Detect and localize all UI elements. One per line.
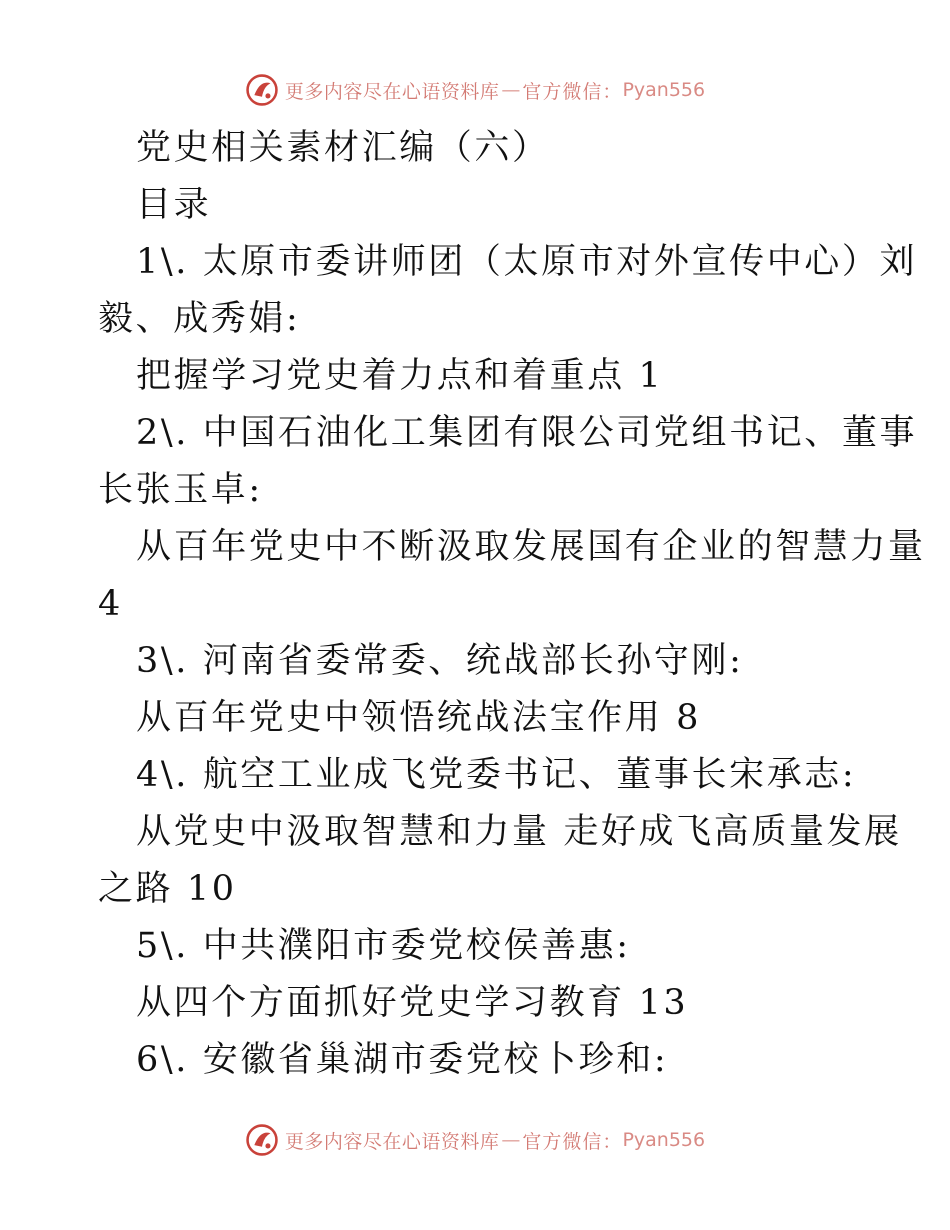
document-body xyxy=(98,120,926,1089)
watermark-wechat-id: Pyan556 xyxy=(622,79,706,101)
document-title: 党史相关素材汇编（六） xyxy=(136,128,550,168)
toc-line: 之路 10 xyxy=(98,869,237,909)
toc-line: 2\. 中国石油化工集团有限公司党组书记、董事 xyxy=(136,413,918,453)
seal-logo-icon xyxy=(245,1123,279,1157)
watermark-wechat-label: 官方微信： xyxy=(522,1130,623,1153)
toc-line: 4 xyxy=(98,584,123,624)
toc-line: 3\. 河南省委常委、统战部长孙守刚: xyxy=(136,641,744,681)
watermark-wechat-id: Pyan556 xyxy=(622,1129,706,1151)
toc-list xyxy=(98,234,926,1089)
seal-logo-icon xyxy=(245,73,279,107)
toc-line: 把握学习党史着力点和着重点 1 xyxy=(136,356,664,396)
toc-line: 5\. 中共濮阳市委党校侯善惠: xyxy=(136,926,631,966)
watermark-site-text: 更多内容尽在心语资料库 xyxy=(284,80,500,103)
watermark-site-text: 更多内容尽在心语资料库 xyxy=(284,1130,500,1153)
toc-line: 从四个方面抓好党史学习教育 13 xyxy=(136,983,689,1023)
watermark-separator: — xyxy=(501,79,521,101)
watermark-wechat-label: 官方微信： xyxy=(522,80,623,103)
toc-heading: 目录 xyxy=(136,185,212,225)
toc-line: 毅、成秀娟: xyxy=(98,299,301,339)
toc-line: 6\. 安徽省巢湖市委党校卜珍和: xyxy=(136,1040,669,1080)
footer-watermark xyxy=(0,1120,950,1160)
toc-line: 长张玉卓: xyxy=(98,470,263,510)
header-watermark xyxy=(0,70,950,110)
toc-line: 1\. 太原市委讲师团（太原市对外宣传中心）刘 xyxy=(136,242,918,282)
toc-line: 从百年党史中领悟统战法宝作用 8 xyxy=(136,698,701,738)
toc-line: 4\. 航空工业成飞党委书记、董事长宋承志: xyxy=(136,755,857,795)
watermark-separator: — xyxy=(501,1129,521,1151)
toc-line: 从党史中汲取智慧和力量 走好成飞高质量发展 xyxy=(136,812,902,852)
toc-line: 从百年党史中不断汲取发展国有企业的智慧力量 xyxy=(136,527,926,567)
